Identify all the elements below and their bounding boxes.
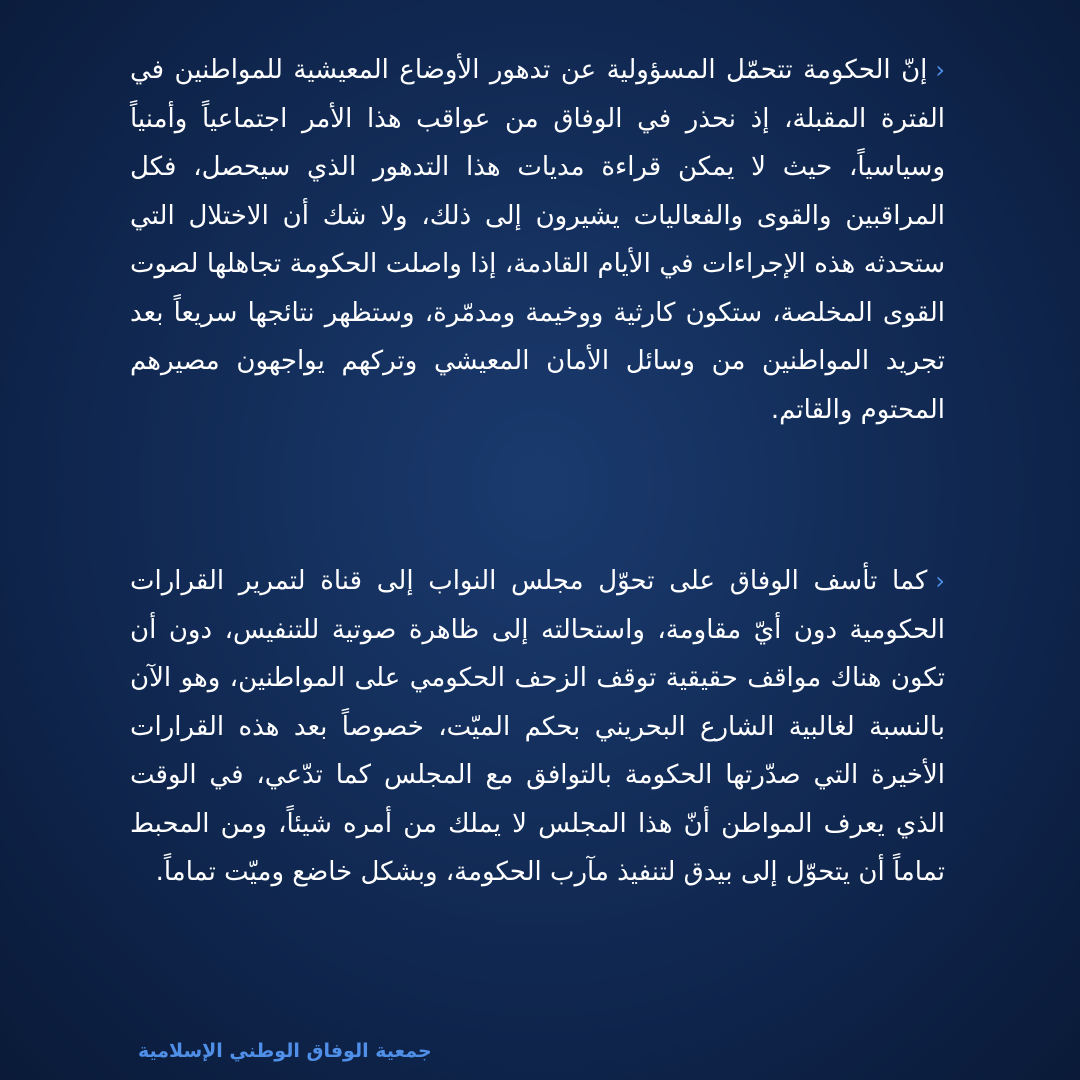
paragraph-1-text: إنّ الحكومة تتحمّل المسؤولية عن تدهور الأوضاع المعيشية للمواطنين في الفترة المقبلة، إذ نحذر في الوفاق من عواقب هذا الأمر اجتماعياً وأمنياً وسياسياً، حيث لا يمكن قراءة مديات هذا التدهور الذي سيحصل، فكل المراقبين والقوى والفعاليات يشيرون إلى ذلك، ولا شك أن الاختلال التي ستحدثه هذه الإجراءات في الأيام القادمة، إذا واصلت الحكومة تجاهلها لصوت القوى المخلصة، ستكون كارثية ووخيمة ومدمّرة، وستظهر نتائجها سريعاً بعد تجريد المواطنين من وسائل الأمان المعيشي وتركهم يواجهون مصيرهم المحتوم والقاتم. bbox=[130, 55, 945, 425]
paragraph-1 bbox=[130, 46, 945, 434]
chevron-left-icon: ‹ bbox=[935, 567, 945, 595]
paragraph-2-text: كما تأسف الوفاق على تحوّل مجلس النواب إلى قناة لتمرير القرارات الحكومية دون أيّ مقاومة، واستحالته إلى ظاهرة صوتية للتنفيس، دون أن تكون هناك مواقف حقيقية توقف الزحف الحكومي على المواطنين، وهو الآن بالنسبة لغالبية الشارع البحريني بحكم الميّت، خصوصاً بعد هذه القرارات الأخيرة التي صدّرتها الحكومة بالتوافق مع المجلس كما تدّعي، في الوقت الذي يعرف المواطن أنّ هذا المجلس لا يملك من أمره شيئاً، ومن المحبط تماماً أن يتحوّل إلى بيدق لتنفيذ مآرب الحكومة، وبشكل خاضع وميّت تماماً. bbox=[130, 566, 945, 887]
signature: جمعية الوفاق الوطني الإسلامية bbox=[138, 1040, 432, 1062]
chevron-left-icon: ‹ bbox=[935, 56, 945, 84]
paragraph-2 bbox=[130, 557, 945, 897]
